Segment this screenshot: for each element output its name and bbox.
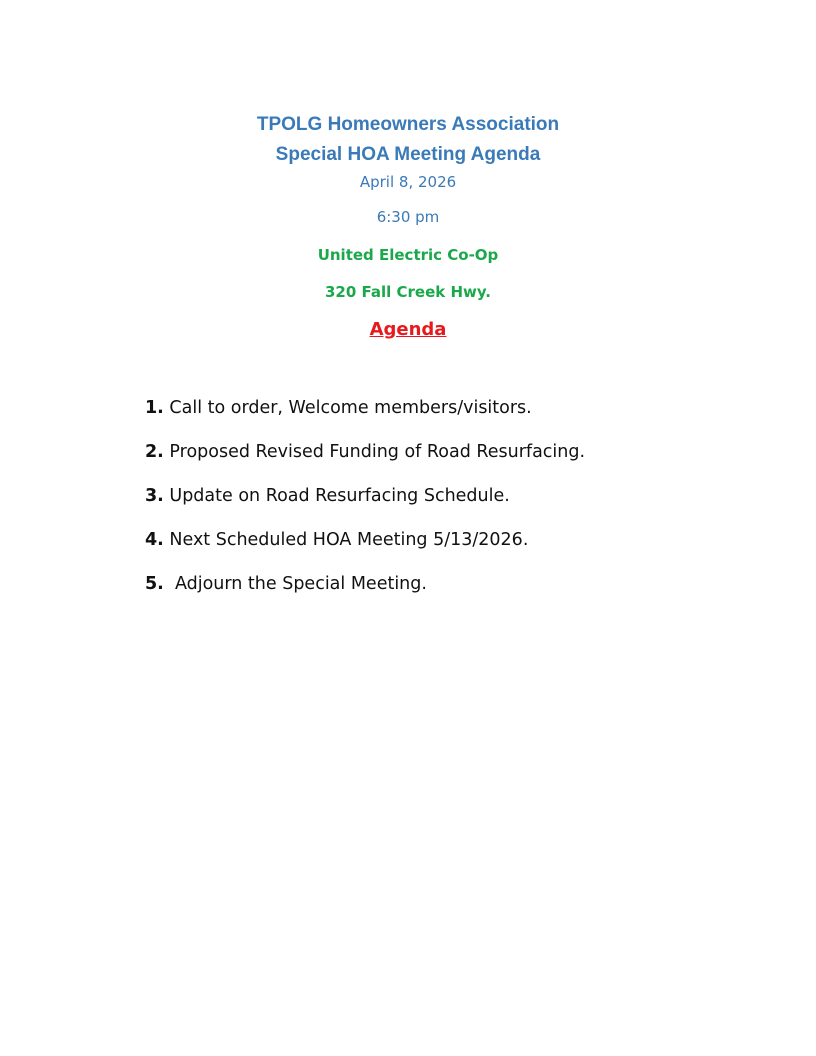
agenda-item-2 [145, 438, 765, 474]
agenda-item-text: Proposed Revised Funding of Road Resurfacing. [163, 442, 586, 462]
agenda-item-4 [145, 526, 765, 562]
agenda-heading [0, 318, 816, 342]
agenda-item-number: 5. [145, 574, 164, 594]
agenda-item-number: 4. [145, 530, 164, 550]
agenda-list [145, 394, 765, 614]
organization-title: TPOLG Homeowners Association [256, 114, 560, 135]
agenda-item-number: 2. [145, 442, 164, 462]
agenda-item-number: 1. [145, 398, 164, 418]
agenda-item-text: Adjourn the Special Meeting. [163, 574, 427, 594]
agenda-item-3 [145, 482, 765, 518]
agenda-item-5 [145, 570, 765, 606]
meeting-address: 320 Fall Creek Hwy. [325, 283, 491, 301]
agenda-item-text: Call to order, Welcome members/visitors. [163, 398, 532, 418]
agenda-item-text: Next Scheduled HOA Meeting 5/13/2026. [163, 530, 529, 550]
agenda-heading-label: Agenda [369, 319, 447, 340]
meeting-date: April 8, 2026 [359, 173, 457, 191]
agenda-item-text: Update on Road Resurfacing Schedule. [163, 486, 510, 506]
meeting-time: 6:30 pm [376, 208, 440, 226]
meeting-title: Special HOA Meeting Agenda [275, 144, 541, 165]
agenda-item-number: 3. [145, 486, 164, 506]
meeting-venue: United Electric Co-Op [317, 246, 499, 264]
agenda-item-1 [145, 394, 765, 430]
